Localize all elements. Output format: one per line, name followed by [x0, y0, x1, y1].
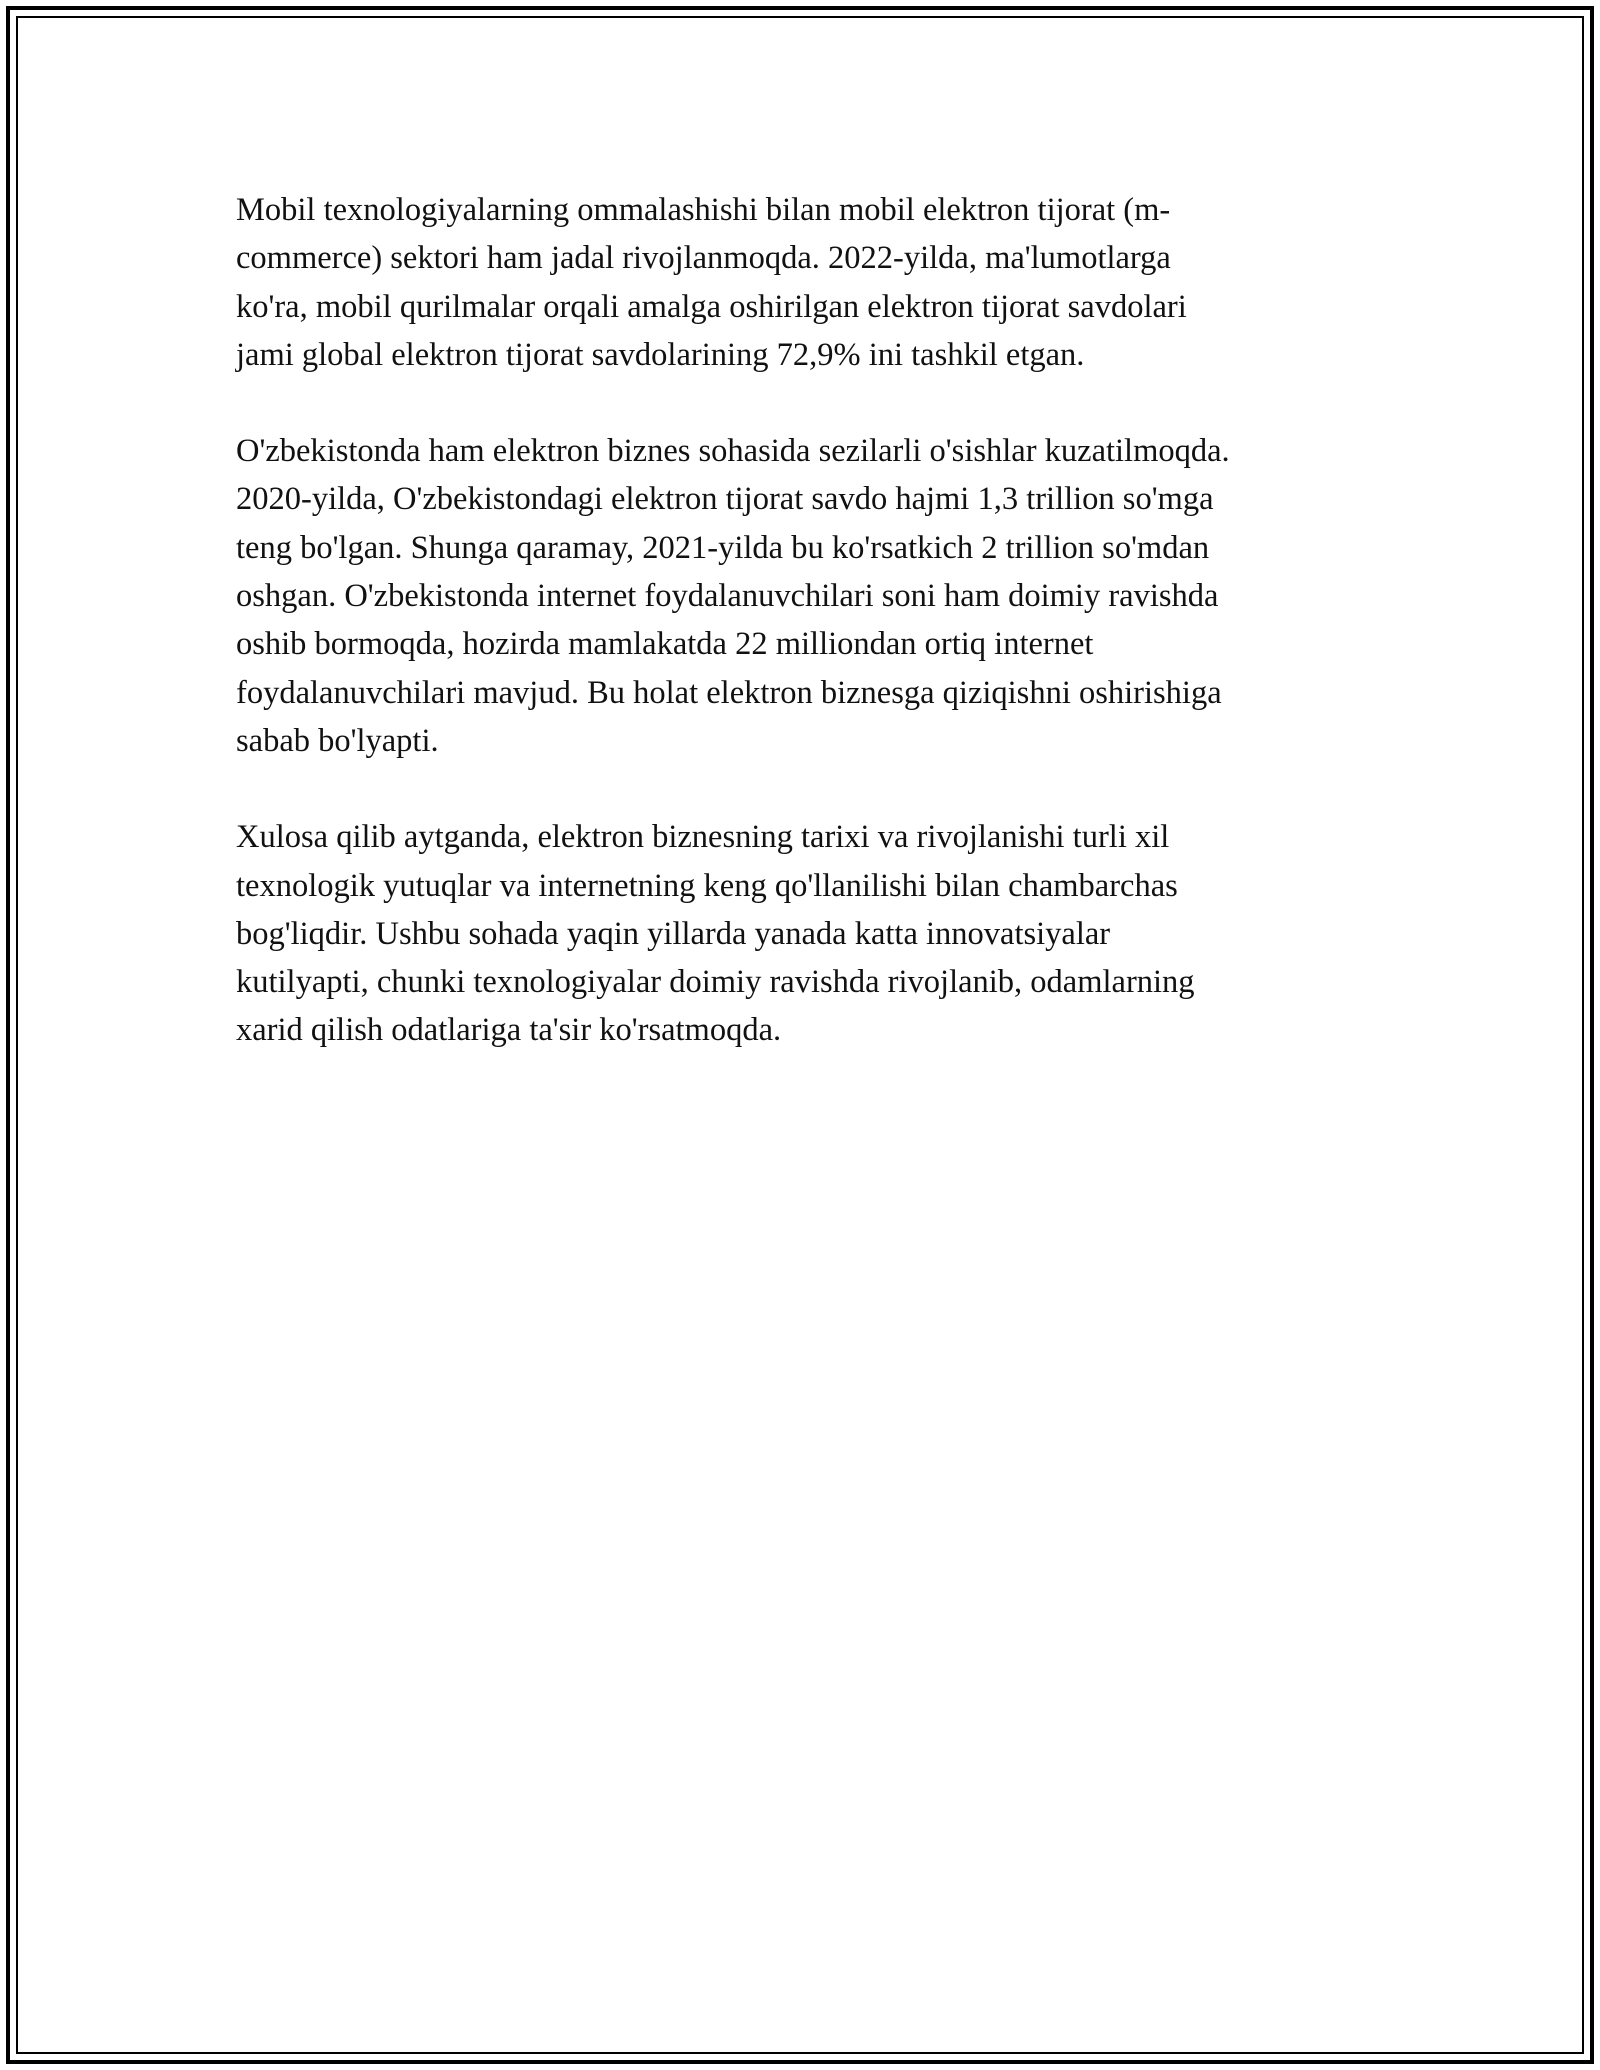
paragraph-conclusion: Xulosa qilib aytganda, elektron biznesning tarixi va rivojlanishi turli xil texnologik yutuqlar va internetning keng qo'llanilishi bilan chambarchas bog'liqdir. Ushbu sohada yaqin yillarda yanada katta innovatsiyalar kutilyapti, chunki texnologiyalar doimiy ravishda rivojlanib, odamlarning xarid qilish odatlariga ta'sir ko'rsatmoqda.: [236, 819, 1195, 1049]
document-body: [236, 186, 1366, 1103]
paragraph-uzbekistan-growth: O'zbekistonda ham elektron biznes sohasida sezilarli o'sishlar kuzatilmoqda. 2020-yilda, O'zbekistondagi elektron tijorat savdo hajmi 1,3 trillion so'mga teng bo'lgan. Shunga qaramay, 2021-yilda bu ko'rsatkich 2 trillion so'mdan oshgan. O'zbekistonda internet foydalanuvchilari soni ham doimiy ravishda oshib bormoqda, hozirda mamlakatda 22 milliondan ortiq internet foydalanuvchilari mavjud. Bu holat elektron biznesga qiziqishni oshirishiga sabab bo'lyapti.: [236, 433, 1230, 759]
paragraph-mobile-commerce: Mobil texnologiyalarning ommalashishi bilan mobil elektron tijorat (m- commerce) sektori ham jadal rivojlanmoqda. 2022-yilda, ma'lumotlarga ko'ra, mobil qurilmalar orqali amalga oshirilgan elektron tijorat savdolari jami global elektron tijorat savdolarining 72,9% ini tashkil etgan.: [236, 192, 1187, 373]
